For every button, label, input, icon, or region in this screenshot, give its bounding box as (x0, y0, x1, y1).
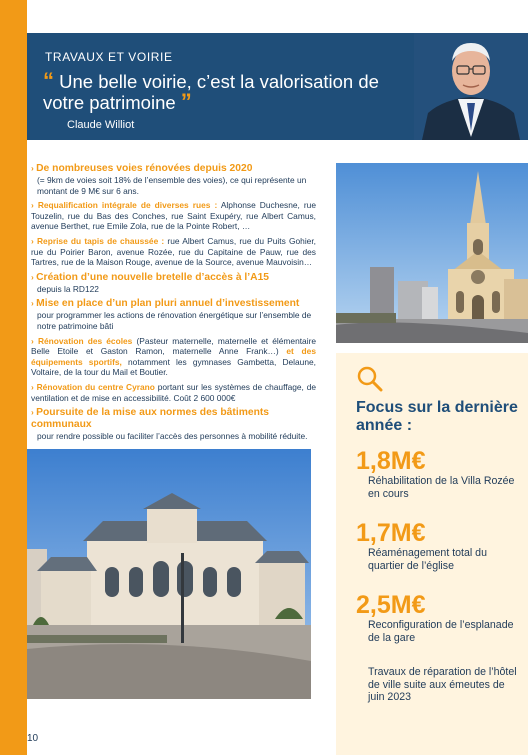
headline-quote (43, 68, 383, 114)
portrait-illustration (414, 33, 528, 140)
stat-label: Réaménagement total du quartier de l’église (368, 547, 487, 572)
list-item: › Rénovation des écoles (Pasteur maternelle, maternelle et élémentaire Belle Etoile et Gaston Ramon, maternelle Anne Frank…) et des équipements sportifs, notamment les gymnases Gambetta, Delaune, Voltaire, de la tour du Mail et Boutier. (31, 335, 317, 378)
list-item: › De nombreuses voies rénovées depuis 2020 (= 9km de voies soit 18% de l’ensemble des voies), ce qui représente un montant de 9 M€ sur 6 ans. (31, 163, 316, 196)
item-heading: Mise en place d’un plan pluri annuel d’investissement (36, 298, 300, 310)
item-body: pour rendre possible ou faciliter l’accès des personnes à mobilité réduite. (37, 431, 308, 442)
item-body: (= 9km de voies soit 18% de l’ensemble des voies), ce qui représente un montant de 9 M€ sur 6 ans. (37, 175, 307, 196)
quote-text: Une belle voirie, c’est la valorisation de votre patrimoine (43, 71, 379, 113)
stat-value: 2,5M€ (356, 591, 426, 619)
item-heading: Rénovation du centre Cyrano (36, 381, 155, 392)
item-heading: Requalification intégrale de diverses rues : (37, 200, 218, 211)
list-item: › Création d’une nouvelle bretelle d’accès à l’A15 depuis la RD122 (31, 272, 316, 295)
item-heading: Reprise du tapis de chaussée : (37, 235, 165, 246)
item-body: depuis la RD122 (37, 283, 99, 294)
item-heading: Poursuite de la mise aux normes des bâtiments communaux (31, 407, 270, 431)
stat-value: 1,7M€ (356, 519, 426, 547)
magnifier-icon (356, 365, 384, 393)
item-body: portant sur les systèmes de chauffage, de ventilation et de mise en accessibilité. Coût 2 600 000€ (31, 381, 317, 403)
quote-open-mark: “ (43, 68, 54, 93)
item-heading: Rénovation des écoles (37, 335, 133, 346)
page-number: 10 (27, 733, 39, 744)
focus-extra-note: Travaux de réparation de l’hôtel de ville suite aux émeutes de juin 2023 (368, 666, 517, 703)
left-accent-strip (0, 0, 27, 755)
item-heading-secondary: et des équipements sportifs, (31, 346, 316, 367)
quote-close-mark: ” (180, 89, 192, 114)
section-kicker: TRAVAUX ET VOIRIE (45, 50, 173, 64)
item-body: pour programmer les actions de rénovation énergétique sur l’ensemble de notre patrimoine bâti (37, 310, 312, 331)
works-list (31, 163, 316, 446)
list-item: › Poursuite de la mise aux normes des bâtiments communaux pour rendre possible ou faciliter l’accès des personnes à mobilité réduite. (31, 407, 316, 442)
item-heading: Création d’une nouvelle bretelle d’accès à l’A15 (36, 271, 270, 283)
stat-label: Reconfiguration de l’esplanade de la gare (368, 619, 514, 644)
stat-label: Réhabilitation de la Villa Rozée en cours (368, 475, 515, 500)
item-body-secondary: notamment les gymnases Gambetta, Delaune, Voltaire, de la tour du Mail et Boutier. (31, 356, 316, 378)
list-item: › Rénovation du centre Cyrano portant sur les systèmes de chauffage, de ventilation et de mise en accessibilité. Coût 2 600 000€ (31, 381, 317, 403)
quote-author: Claude Williot (67, 119, 135, 131)
list-item: › Requalification intégrale de diverses rues : Alphonse Duchesne, rue Touzelin, rue du Bas des Conches, rue Saint Exupéry, rue Albert Camus, avenue Berthet, rue Emile Zola, rue de la Pointe Robert, … (31, 200, 316, 232)
header-band (27, 33, 528, 140)
stat-value: 1,8M€ (356, 447, 426, 475)
portrait-photo (414, 33, 528, 140)
item-body: Alphonse Duchesne, rue Touzelin, rue du Bas des Conches, rue Saint Exupéry, rue Albert Camus, avenue Berthet, rue Emile Zola, rue de la Pointe Robert, … (31, 200, 316, 232)
station-photo (27, 449, 311, 699)
list-item: › Mise en place d’un plan pluri annuel d’investissement pour programmer les actions de rénovation énergétique sur l’ensemble de notre patrimoine bâti (31, 298, 316, 331)
list-item: › Reprise du tapis de chaussée : rue Albert Camus, rue du Puits Gohier, rue du Poirier Baron, avenue Rozée, rue du Capitaine de Pauw, rue des Tartres, rue de la Maison Rouge, avenue de la Source, avenue Mauvoisin… (31, 235, 316, 268)
item-body: (Pasteur maternelle, maternelle et élémentaire Belle Etoile et Gaston Ramon, maternelle Anne Frank…) (31, 335, 317, 357)
church-photo (336, 163, 528, 343)
focus-title: Focus sur la dernière année : (356, 399, 518, 434)
station-illustration (27, 449, 311, 699)
focus-panel (336, 353, 528, 755)
item-body: rue Albert Camus, rue du Puits Gohier, rue du Poirier Baron, avenue Rozée, rue du Capitaine de Pauw, rue des Tartres, rue de la Maison Rouge, avenue de la Source, avenue Mauvoisin… (31, 235, 316, 268)
item-heading: De nombreuses voies rénovées depuis 2020 (36, 163, 253, 174)
church-illustration (336, 163, 528, 343)
